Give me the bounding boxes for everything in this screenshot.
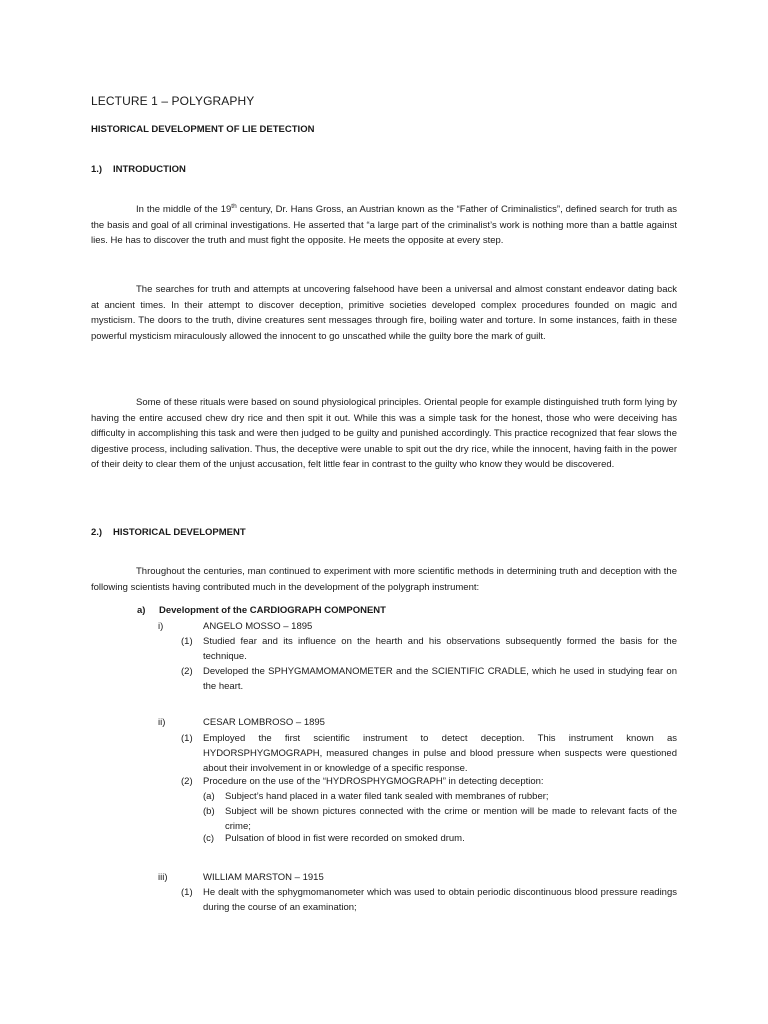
paragraph-text: century, Dr. Hans Gross, an Austrian known as the “Father of Criminalistics”, defined search for truth as the basis and goal of all criminal investigations. He asserted that “a large part of the criminalist’s work is nothing more than a battle against lies. He has to discover the truth and must fight the opposite. He meets the opposite at every step. xyxy=(91,204,678,247)
item-label: (2) xyxy=(181,666,193,677)
section-heading-introduction xyxy=(91,164,186,175)
list-item-lombroso-2 xyxy=(181,774,677,789)
section-number: 2.) xyxy=(91,527,103,538)
item-text: Studied fear and its influence on the hearth and his observations subsequently formed the basis for the technique. xyxy=(203,636,677,662)
scientist-cesar-lombroso: CESAR LOMBROSO – 1895 xyxy=(203,717,325,728)
scientist-william-marston: WILLIAM MARSTON – 1915 xyxy=(203,872,324,883)
superscript: th xyxy=(231,202,237,210)
paragraph-text: Some of these rituals were based on sound physiological principles. Oriental people for example distinguished truth form lying by having the entire accused chew dry rice and then spit it out. While this was a simple task for the honest, those who were deceiving has difficulty in accomplishing this task and were then judged to be guilty and punished accordingly. This practice recognized that fear slows the digestive process, including salivation. Thus, the deceptive were unable to spit out the dry rice, while the innocent, having faith in the power of their deity to clear them of the unjust accusation, felt little fear in contrast to the guilty who know they would be discovered. xyxy=(91,397,677,471)
list-item-lombroso-1 xyxy=(181,731,677,776)
item-label: (1) xyxy=(181,733,193,744)
list-item-mosso-1 xyxy=(181,634,677,664)
sub-item-text: Pulsation of blood in fist were recorded on smoked drum. xyxy=(225,833,465,844)
sub-item-label: (a) xyxy=(203,791,215,802)
section-heading-text: HISTORICAL DEVELOPMENT xyxy=(113,527,246,538)
item-label: (2) xyxy=(181,776,193,787)
item-label: (1) xyxy=(181,887,193,898)
section-number: 1.) xyxy=(91,164,103,175)
sub-item-lombroso-b xyxy=(203,804,677,834)
sub-item-text: Subject’s hand placed in a water filed tank sealed with membranes of rubber; xyxy=(225,791,549,802)
item-text: Employed the first scientific instrument to detect deception. This instrument known as HYDORSPHYGMOGRAPH, measured changes in pulse and blood pressure when suspects were questioned about their involvement in or knowledge of a specific response. xyxy=(203,733,677,774)
sub-item-lombroso-a xyxy=(203,789,677,804)
list-item-mosso-2 xyxy=(181,664,677,694)
paragraph-text: The searches for truth and attempts at uncovering falsehood have been a universal and almost constant endeavor dating back at ancient times. In their attempt to discover deception, primitive societies developed complex procedures founded on magic and mysticism. The doors to the truth, divine creatures sent messages through fire, boiling water and torture. In some instances, faith in these powerful mysticism miraculously allowed the innocent to go unscathed while the guilty bore the mark of guilt. xyxy=(91,284,677,342)
paragraph-intro-2 xyxy=(91,282,677,344)
item-text: Developed the SPHYGMAMOMANOMETER and the SCIENTIFIC CRADLE, which he used in studying fear on the heart. xyxy=(203,666,677,692)
roman-label-ii: ii) xyxy=(158,717,166,728)
item-label: (1) xyxy=(181,636,193,647)
sub-item-text: Subject will be shown pictures connected with the crime or mention will be made to relevant facts of the crime; xyxy=(225,806,677,832)
document-subtitle: HISTORICAL DEVELOPMENT OF LIE DETECTION xyxy=(91,124,315,135)
paragraph-intro-1 xyxy=(91,202,677,249)
paragraph-text: Throughout the centuries, man continued to experiment with more scientific methods in determining truth and deception with the following scientists having contributed much in the development of the polygraph instrument: xyxy=(91,566,677,593)
list-item-marston-1 xyxy=(181,885,677,915)
list-text: Development of the CARDIOGRAPH COMPONENT xyxy=(159,605,386,616)
paragraph-intro-3 xyxy=(91,395,677,473)
list-item-cardiograph xyxy=(137,605,386,616)
roman-label-i: i) xyxy=(158,621,164,632)
scientist-angelo-mosso: ANGELO MOSSO – 1895 xyxy=(203,621,313,632)
paragraph-historical-1 xyxy=(91,564,677,595)
paragraph-text: In the middle of the 19 xyxy=(136,204,232,215)
item-text: Procedure on the use of the “HYDROSPHYGMOGRAPH” in detecting deception: xyxy=(203,776,544,787)
sub-item-label: (c) xyxy=(203,833,215,844)
sub-item-label: (b) xyxy=(203,806,215,817)
lecture-title: LECTURE 1 – POLYGRAPHY xyxy=(91,94,255,108)
list-label: a) xyxy=(137,605,146,616)
section-heading-text: INTRODUCTION xyxy=(113,164,186,175)
sub-item-lombroso-c xyxy=(203,831,677,846)
roman-label-iii: iii) xyxy=(158,872,168,883)
item-text: He dealt with the sphygmomanometer which was used to obtain periodic discontinuous blood pressure readings during the course of an examination; xyxy=(203,887,677,913)
section-heading-historical xyxy=(91,527,246,538)
